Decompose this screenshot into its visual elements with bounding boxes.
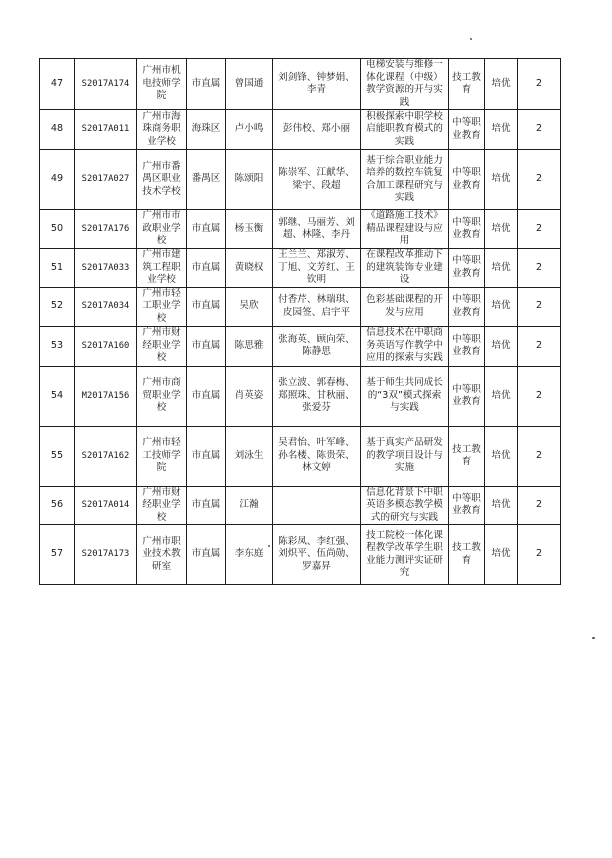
scan-speck [268,545,270,547]
cell-category: 中等职业教育 [449,326,485,366]
cell-amount: 2 [518,326,561,366]
cell-level: 培优 [485,326,518,366]
cell-district: 市直属 [187,249,226,288]
cell-category: 中等职业教育 [449,366,485,426]
cell-title: 积极探索中职学校启能职教育模式的实践 [361,110,449,150]
cell-level: 培优 [485,426,518,486]
cell-category: 中等职业教育 [449,249,485,288]
cell-members: 刘剑锋、钟梦娟、李青 [273,59,361,110]
cell-no: 50 [40,210,75,249]
cell-code: S2017A176 [75,210,137,249]
cell-no: 52 [40,287,75,326]
cell-district: 市直属 [187,326,226,366]
cell-title: 基于师生共同成长的“3双”模式探索与实践 [361,366,449,426]
cell-code: S2017A174 [75,59,137,110]
cell-no: 56 [40,486,75,525]
table-row [40,59,561,110]
cell-level: 培优 [485,486,518,525]
scan-speck [470,38,472,40]
cell-members: 吴君怡、叶军峰、孙名楼、陈贵荣、林文婷 [273,426,361,486]
cell-school: 广州市建筑工程职业学校 [137,249,187,288]
cell-no: 49 [40,150,75,210]
cell-leader: 杨玉衡 [226,210,273,249]
cell-code: M2017A156 [75,366,137,426]
cell-level: 培优 [485,150,518,210]
cell-amount: 2 [518,59,561,110]
cell-category: 技工教育 [449,525,485,585]
cell-leader: 吴欣 [226,287,273,326]
cell-members: 付香芹、林瑞琪、皮园签、启宇平 [273,287,361,326]
cell-school: 广州市商贸职业学校 [137,366,187,426]
cell-title: 色彩基础课程的开发与应用 [361,287,449,326]
cell-title: 《道路施工技术》精品课程建设与应用 [361,210,449,249]
cell-district: 市直属 [187,59,226,110]
table-row [40,326,561,366]
cell-leader: 卢小鸣 [226,110,273,150]
table-row [40,426,561,486]
cell-category: 技工教育 [449,426,485,486]
cell-district: 市直属 [187,525,226,585]
cell-leader: 刘泳生 [226,426,273,486]
cell-members: 陈崇军、江献华、梁宇、段超 [273,150,361,210]
cell-level: 培优 [485,287,518,326]
cell-no: 57 [40,525,75,585]
table-row [40,525,561,585]
cell-district: 市直属 [187,287,226,326]
cell-level: 培优 [485,210,518,249]
table-row [40,366,561,426]
cell-leader: 肖英姿 [226,366,273,426]
table-row [40,486,561,525]
cell-code: S2017A033 [75,249,137,288]
cell-title: 在课程改革推动下的建筑装饰专业建设 [361,249,449,288]
cell-members: 王兰兰、郑淑芳、丁旭、文芳红、王钦明 [273,249,361,288]
cell-members [273,486,361,525]
cell-no: 53 [40,326,75,366]
cell-school: 广州市海珠商务职业学校 [137,110,187,150]
cell-code: S2017A173 [75,525,137,585]
cell-school: 广州市财经职业学校 [137,326,187,366]
cell-title: 基于真实产品研发的教学项目设计与实施 [361,426,449,486]
table-row [40,210,561,249]
cell-district: 市直属 [187,426,226,486]
cell-school: 广州市番禺区职业技术学校 [137,150,187,210]
cell-leader: 黄晓权 [226,249,273,288]
table-body [40,59,561,585]
cell-no: 47 [40,59,75,110]
cell-code: S2017A014 [75,486,137,525]
scan-speck [592,637,595,639]
cell-category: 中等职业教育 [449,150,485,210]
cell-level: 培优 [485,366,518,426]
cell-title: 信息化背景下中职英语多模态教学模式的研究与实践 [361,486,449,525]
cell-category: 中等职业教育 [449,110,485,150]
cell-category: 技工教育 [449,59,485,110]
table-row [40,287,561,326]
cell-no: 51 [40,249,75,288]
cell-amount: 2 [518,486,561,525]
cell-amount: 2 [518,249,561,288]
table-row [40,249,561,288]
cell-school: 广州市机电技师学院 [137,59,187,110]
cell-no: 54 [40,366,75,426]
cell-district: 番禺区 [187,150,226,210]
cell-category: 中等职业教育 [449,486,485,525]
cell-code: S2017A034 [75,287,137,326]
cell-code: S2017A027 [75,150,137,210]
cell-school: 广州市市政职业学校 [137,210,187,249]
cell-members: 彭伟校、郑小丽 [273,110,361,150]
cell-leader: 陈思雅 [226,326,273,366]
cell-title: 技工院校一体化课程教学改革学生职业能力测评实证研究 [361,525,449,585]
cell-no: 48 [40,110,75,150]
cell-district: 市直属 [187,366,226,426]
cell-leader: 陈颂阳 [226,150,273,210]
cell-code: S2017A011 [75,110,137,150]
cell-leader: 曾国通 [226,59,273,110]
cell-school: 广州市轻工技师学院 [137,426,187,486]
cell-amount: 2 [518,525,561,585]
cell-amount: 2 [518,287,561,326]
cell-amount: 2 [518,110,561,150]
cell-level: 培优 [485,110,518,150]
cell-amount: 2 [518,426,561,486]
cell-code: S2017A162 [75,426,137,486]
cell-district: 市直属 [187,210,226,249]
cell-school: 广州市轻工职业学校 [137,287,187,326]
cell-school: 广州市职业技术教研室 [137,525,187,585]
cell-school: 广州市财经职业学校 [137,486,187,525]
cell-district: 海珠区 [187,110,226,150]
cell-district: 市直属 [187,486,226,525]
cell-title: 信息技术在中职商务英语写作教学中应用的探索与实践 [361,326,449,366]
cell-category: 中等职业教育 [449,287,485,326]
cell-no: 55 [40,426,75,486]
cell-members: 张立波、郭春梅、郑照珠、甘秋丽、张爱芬 [273,366,361,426]
cell-level: 培优 [485,59,518,110]
cell-amount: 2 [518,366,561,426]
cell-title: 电梯安装与维修一体化课程（中级）教学资源的开与实践 [361,59,449,110]
cell-category: 中等职业教育 [449,210,485,249]
project-table [39,58,561,585]
cell-level: 培优 [485,249,518,288]
cell-code: S2017A160 [75,326,137,366]
cell-level: 培优 [485,525,518,585]
cell-title: 基于综合职业能力培养的数控车铣复合加工课程研究与实践 [361,150,449,210]
table-row [40,150,561,210]
cell-amount: 2 [518,150,561,210]
cell-members: 陈彩凤、李红强、刘炽平、伍尚勋、罗嘉昇 [273,525,361,585]
cell-leader: 李东庭 [226,525,273,585]
cell-amount: 2 [518,210,561,249]
cell-members: 张海英、顾向荣、陈静思 [273,326,361,366]
table-row [40,110,561,150]
cell-leader: 江瀚 [226,486,273,525]
cell-members: 郭继、马丽芳、刘超、林隆、李丹 [273,210,361,249]
